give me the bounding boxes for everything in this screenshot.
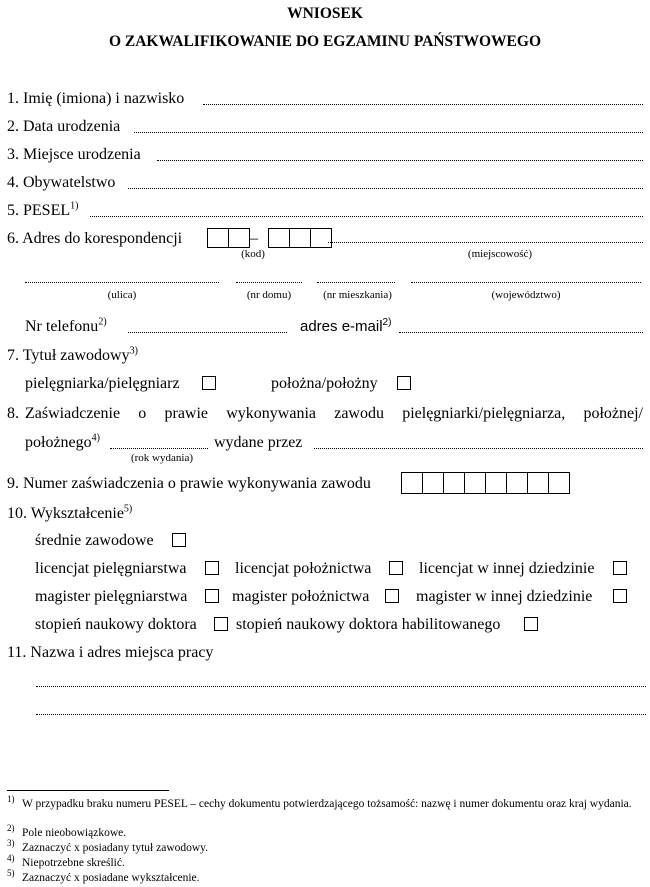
label-edu-master-midwifery: magister położnictwa bbox=[232, 588, 370, 605]
footnote-5: 5) Zaznaczyć x posiadane wykształcenie. bbox=[7, 868, 200, 884]
checkbox-edu-master-other[interactable] bbox=[613, 589, 627, 603]
field-pesel[interactable] bbox=[90, 216, 643, 217]
form-subtitle: O ZAKWALIFIKOWANIE DO EGZAMINU PAŃSTWOWEGO bbox=[108, 33, 542, 50]
caption-street: (ulica) bbox=[107, 289, 137, 301]
field-workplace-line1[interactable] bbox=[36, 686, 646, 687]
checkbox-edu-master-nursing[interactable] bbox=[205, 589, 219, 603]
field-city[interactable] bbox=[328, 242, 643, 243]
postcode-dash: – bbox=[250, 230, 258, 247]
label-email: adres e-mail$^{2)}$ bbox=[300, 317, 392, 335]
field-street[interactable] bbox=[25, 282, 219, 283]
caption-city: (miejscowość) bbox=[467, 248, 533, 260]
checkbox-nurse[interactable] bbox=[202, 376, 216, 390]
label-pesel: 5. PESEL$^{1)}$ bbox=[7, 200, 79, 219]
postcode-cell[interactable] bbox=[310, 228, 332, 248]
label-midwife: położna/położny bbox=[271, 375, 378, 392]
field-issue-year[interactable] bbox=[110, 448, 208, 449]
footnote-3: 3) Zaznaczyć x posiadany tytuł zawodowy. bbox=[7, 838, 209, 854]
label-workplace: 11. Nazwa i adres miejsca pracy bbox=[7, 644, 214, 661]
certificate-id-cell[interactable] bbox=[401, 472, 423, 494]
caption-voivodeship: (województwo) bbox=[491, 289, 561, 301]
footnote-4: 4) Niepotrzebne skreślić. bbox=[7, 853, 125, 869]
caption-issue-year: (rok wydania) bbox=[130, 452, 193, 464]
checkbox-edu-bachelor-nursing[interactable] bbox=[205, 561, 219, 575]
field-phone[interactable] bbox=[128, 332, 287, 333]
label-edu-master-nursing: magister pielęgniarstwa bbox=[35, 588, 188, 605]
caption-postcode: (kod) bbox=[241, 248, 265, 260]
checkbox-edu-master-midwifery[interactable] bbox=[385, 589, 399, 603]
label-certificate-id: 9. Numer zaświadczenia o prawie wykonywania zawodu bbox=[7, 475, 371, 492]
certificate-id-cell[interactable] bbox=[422, 472, 444, 494]
postcode-part1[interactable] bbox=[207, 228, 250, 248]
field-email[interactable] bbox=[399, 332, 643, 333]
label-birth-place: 3. Miejsce urodzenia bbox=[7, 146, 141, 163]
footnote-rule bbox=[7, 790, 169, 791]
checkbox-edu-habilitation[interactable] bbox=[524, 617, 538, 631]
field-name[interactable] bbox=[203, 104, 643, 105]
caption-house-number: (nr domu) bbox=[246, 289, 292, 301]
label-certificate-line2: położnego$^{4)}$ bbox=[25, 432, 100, 451]
label-certificate: Zaświadczenie o prawie wykonywania zawodu pielęgniarki/pielęgniarza, położnej/ bbox=[25, 405, 643, 422]
label-professional-title: 7. Tytuł zawodowy$^{3)}$ bbox=[7, 345, 138, 364]
label-issued-by: wydane przez bbox=[214, 434, 303, 451]
field-birth-place[interactable] bbox=[157, 160, 643, 161]
label-name: 1. Imię (imiona) i nazwisko bbox=[7, 90, 185, 107]
field-voivodeship[interactable] bbox=[411, 282, 641, 283]
postcode-cell[interactable] bbox=[207, 228, 229, 248]
certificate-id-cell[interactable] bbox=[548, 472, 570, 494]
certificate-id-cells[interactable] bbox=[401, 472, 570, 494]
postcode-cell[interactable] bbox=[289, 228, 311, 248]
certificate-id-cell[interactable] bbox=[506, 472, 528, 494]
certificate-id-cell[interactable] bbox=[464, 472, 486, 494]
field-issued-by[interactable] bbox=[314, 448, 643, 449]
checkbox-edu-bachelor-other[interactable] bbox=[613, 561, 627, 575]
field-birth-date[interactable] bbox=[134, 132, 643, 133]
footnote-1: 1) W przypadku braku numeru PESEL – cechy dokumentu potwierdzającego tożsamość: nazwę i numer dokumentu oraz kraj wydania. bbox=[7, 794, 632, 810]
field-house-number[interactable] bbox=[236, 282, 302, 283]
field-citizenship[interactable] bbox=[128, 188, 643, 189]
label-edu-doctorate: stopień naukowy doktora bbox=[35, 616, 197, 633]
checkbox-midwife[interactable] bbox=[397, 376, 411, 390]
label-edu-bachelor-nursing: licencjat pielęgniarstwa bbox=[35, 560, 187, 577]
label-phone: Nr telefonu$^{2)}$ bbox=[25, 316, 107, 335]
field-workplace-line2[interactable] bbox=[36, 714, 646, 715]
label-birth-date: 2. Data urodzenia bbox=[7, 118, 121, 135]
label-nurse: pielęgniarka/pielęgniarz bbox=[25, 375, 180, 392]
label-education: 10. Wykształcenie$^{5)}$ bbox=[7, 503, 133, 522]
label-edu-bachelor-other: licencjat w innej dziedzinie bbox=[419, 560, 595, 577]
label-address: 6. Adres do korespondencji bbox=[7, 230, 183, 247]
certificate-id-cell[interactable] bbox=[527, 472, 549, 494]
label-citizenship: 4. Obywatelstwo bbox=[7, 174, 116, 191]
postcode-cell[interactable] bbox=[228, 228, 250, 248]
footnote-2: 2) Pole nieobowiązkowe. bbox=[7, 823, 127, 839]
field-apartment-number[interactable] bbox=[317, 282, 395, 283]
label-certificate-number-8: 8. bbox=[7, 405, 19, 422]
label-edu-habilitation: stopień naukowy doktora habilitowanego bbox=[236, 616, 501, 633]
checkbox-edu-secondary[interactable] bbox=[172, 533, 186, 547]
postcode-cell[interactable] bbox=[268, 228, 290, 248]
caption-apartment-number: (nr mieszkania) bbox=[323, 289, 392, 301]
label-edu-bachelor-midwifery: licencjat położnictwa bbox=[235, 560, 372, 577]
checkbox-edu-doctorate[interactable] bbox=[214, 617, 228, 631]
certificate-id-cell[interactable] bbox=[485, 472, 507, 494]
certificate-id-cell[interactable] bbox=[443, 472, 465, 494]
form-title: WNIOSEK bbox=[287, 5, 363, 22]
label-edu-master-other: magister w innej dziedzinie bbox=[416, 588, 593, 605]
checkbox-edu-bachelor-midwifery[interactable] bbox=[389, 561, 403, 575]
postcode-part2[interactable] bbox=[268, 228, 332, 248]
label-edu-secondary: średnie zawodowe bbox=[35, 532, 154, 549]
